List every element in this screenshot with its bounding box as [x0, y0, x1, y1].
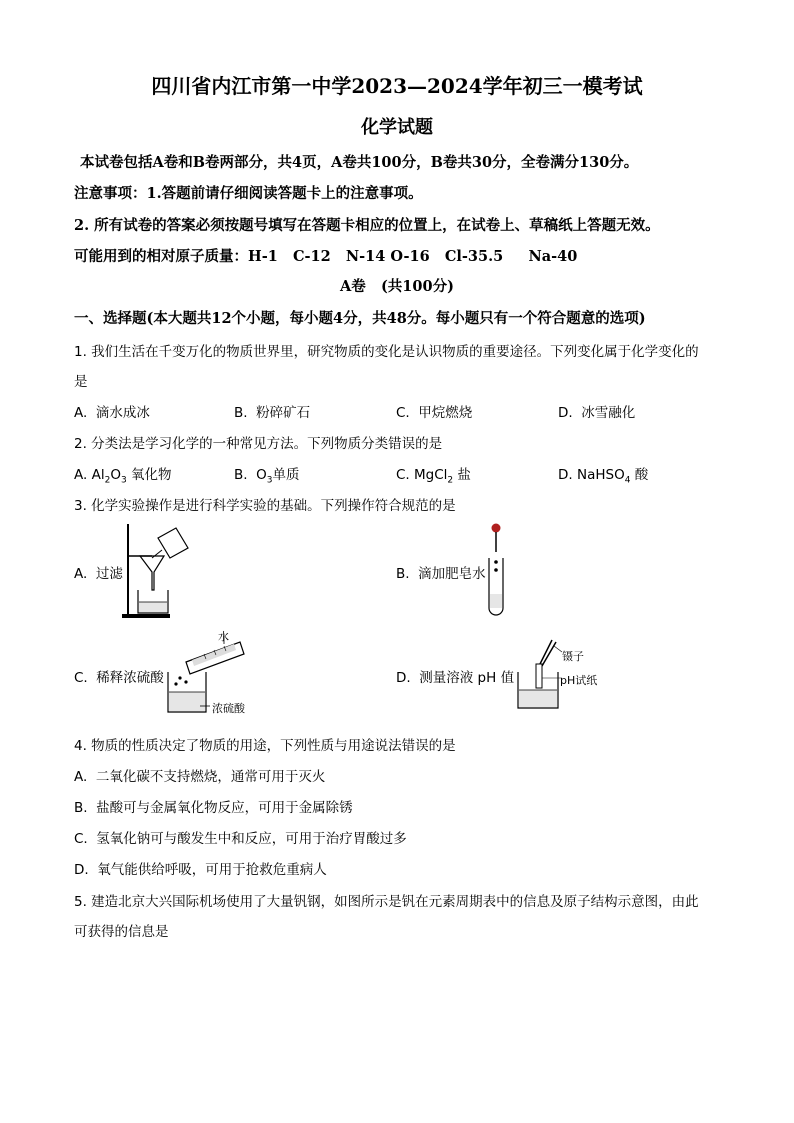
q5-stem-line2: 可获得的信息是 — [74, 924, 169, 940]
q3-option-b: B. 滴加肥皂水 — [396, 566, 486, 582]
q2-option-c: C. MgCl$_2$ 盐 — [396, 467, 471, 486]
q5-stem-line1: 5. 建造北京大兴国际机场使用了大量钒钢，如图所示是钒在元素周期表中的信息及原子结构示意图，由此 — [74, 894, 699, 910]
q1-option-b: B. 粉碎矿石 — [234, 405, 311, 421]
q1-option-c: C. 甲烷燃烧 — [396, 405, 473, 421]
q2-option-a: A. $Al_2O_3$ 氧化物 — [74, 467, 172, 486]
ph-paper-label: pH试纸 — [560, 674, 598, 687]
q1-stem-line2: 是 — [74, 374, 88, 390]
q3-option-d: D. 测量溶液 pH 值 — [396, 670, 515, 686]
water-label: 水 — [218, 630, 229, 643]
ph-test-figure — [514, 638, 564, 712]
q1-option-a: A. 滴水成冰 — [74, 405, 150, 421]
page-subtitle: 化学试题 — [361, 117, 433, 138]
tweezers-label: 镊子 — [562, 650, 584, 663]
q4-stem: 4. 物质的性质决定了物质的用途，下列性质与用途说法错误的是 — [74, 738, 456, 754]
section-a-heading: A卷 (共100分) — [340, 278, 454, 295]
q4-option-a: A. 二氧化碳不支持燃烧，通常可用于灭火 — [74, 769, 326, 785]
notice-2: 2. 所有试卷的答案必须按题号填写在答题卡相应的位置上，在试卷上、草稿纸上答题无效。 — [74, 217, 660, 234]
q3-stem: 3. 化学实验操作是进行科学实验的基础。下列操作符合规范的是 — [74, 498, 456, 514]
dropper-testtube-figure — [484, 522, 508, 616]
q2-option-b: B. $O_3$单质 — [234, 467, 300, 486]
q1-option-d: D. 冰雪融化 — [558, 405, 636, 421]
q2-stem: 2. 分类法是学习化学的一种常见方法。下列物质分类错误的是 — [74, 436, 443, 452]
q3-option-a: A. 过滤 — [74, 566, 123, 582]
q2-option-d: D. NaHSO$_4$ 酸 — [558, 467, 649, 486]
filtration-figure — [118, 520, 198, 620]
q4-option-d: D. 氧气能供给呼吸，可用于抢救危重病人 — [74, 862, 327, 878]
notice-1: 注意事项：1.答题前请仔细阅读答题卡上的注意事项。 — [74, 185, 423, 202]
section-part-1: 一、选择题(本大题共12个小题，每小题4分，共48分。每小题只有一个符合题意的选项) — [74, 310, 646, 327]
q4-option-b: B. 盐酸可与金属氧化物反应，可用于金属除锈 — [74, 800, 353, 816]
page-title: 四川省内江市第一中学2023—2024学年初三一模考试 — [151, 74, 643, 98]
q1-stem-line1: 1. 我们生活在千变万化的物质世界里，研究物质的变化是认识物质的重要途径。下列变化属于化学变化的 — [74, 344, 699, 360]
intro-line: 本试卷包括A卷和B卷两部分，共4页，A卷共100分，B卷共30分，全卷满分130分。 — [80, 154, 639, 171]
q4-option-c: C. 氢氧化钠可与酸发生中和反应，可用于治疗胃酸过多 — [74, 831, 407, 847]
atomic-mass-line: 可能用到的相对原子质量：H-1 C-12 N-14 O-16 Cl-35.5 Na-40 — [74, 248, 578, 265]
q3-option-c: C. 稀释浓硫酸 — [74, 670, 164, 686]
concentrated-acid-label: 浓硫酸 — [212, 702, 245, 715]
